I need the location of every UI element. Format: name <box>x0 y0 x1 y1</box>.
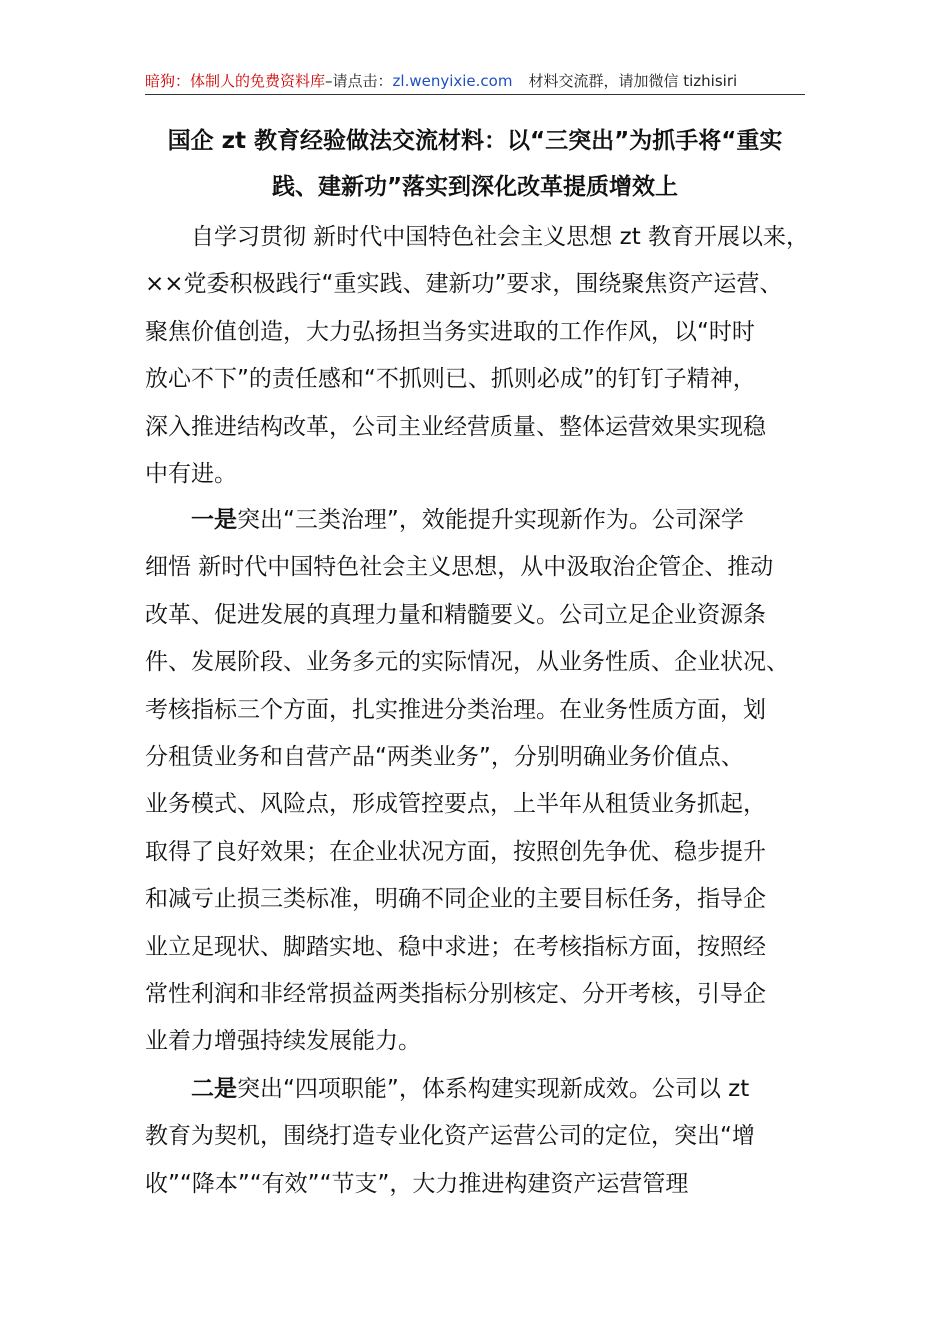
paragraph-line-text: 突出“三类治理”，效能提升实现新作为。公司深学 <box>237 507 744 533</box>
paragraph-line: 常性利润和非经常损益两类指标分别核定、分开考核，引导企 <box>145 981 766 1008</box>
paragraph-line <box>145 1066 810 1113</box>
paragraph-line: 考核指标三个方面，扎实推进分类治理。在业务性质方面，划 <box>145 696 766 723</box>
paragraph-line: 放心不下”的责任感和“不抓则已、抓则必成”的钉钉子精神， <box>145 366 756 393</box>
paragraph-lead: 一是 <box>191 507 237 533</box>
header-site-name: 暗狗：体制人的免费资料库 <box>145 72 326 90</box>
paragraph-line: 分租赁业务和自营产品“两类业务”，分别明确业务价值点、 <box>145 744 744 771</box>
paragraph-line: 聚焦价值创造，大力弘扬担当务实进取的工作作风，以“时时 <box>145 318 755 345</box>
header-wechat-note: 材料交流群，请加微信 tizhisiri <box>528 72 738 90</box>
paragraph-line: 件、发展阶段、业务多元的实际情况，从业务性质、企业状况、 <box>145 649 789 676</box>
paragraph-line: 中有进。 <box>145 461 237 488</box>
paragraph-line: 自学习贯彻 新时代中国特色社会主义思想 zt 教育开展以来， <box>191 224 810 250</box>
header-link[interactable]: zl.wenyixie.com <box>392 72 513 90</box>
paragraph-line: 收”“降本”“有效”“节支”，大力推进构建资产运营管理 <box>145 1170 689 1197</box>
paragraph-line: 细悟 新时代中国特色社会主义思想，从中汲取治企管企、推动 <box>145 554 774 581</box>
paragraph-line: 教育为契机，围绕打造专业化资产运营公司的定位，突出“增 <box>145 1123 755 1150</box>
paragraph-line: 和减亏止损三类标准，明确不同企业的主要目标任务，指导企 <box>145 886 766 913</box>
paragraph-point-one <box>145 497 810 1066</box>
document-title-line-2: 践、建新功”落实到深化改革提质增效上 <box>271 174 679 200</box>
paragraph-lead: 二是 <box>191 1076 237 1102</box>
paragraph-intro <box>145 214 810 498</box>
paragraph-line: 业务模式、风险点，形成管控要点，上半年从租赁业务抓起， <box>145 791 766 818</box>
paragraph-line: 深入推进结构改革，公司主业经营质量、整体运营效果实现稳 <box>145 413 766 440</box>
header-click-prompt: –请点击： <box>325 72 393 90</box>
paragraph-line-text: 突出“四项职能”，体系构建实现新成效。公司以 zt <box>237 1076 750 1102</box>
paragraph-line: 业立足现状、脚踏实地、稳中求进；在考核指标方面，按照经 <box>145 933 766 960</box>
paragraph-line: ××党委积极践行“重实践、建新功”要求，围绕聚焦资产运营、 <box>145 271 783 298</box>
document-header <box>145 70 805 95</box>
paragraph-line <box>145 497 810 544</box>
document-title-line-1: 国企 zt 教育经验做法交流材料：以“三突出”为抓手将“重实 <box>167 128 783 154</box>
paragraph-line: 改革、促进发展的真理力量和精髓要义。公司立足企业资源条 <box>145 601 766 628</box>
paragraph-point-two <box>145 1066 810 1208</box>
paragraph-line: 取得了良好效果；在企业状况方面，按照创先争优、稳步提升 <box>145 838 766 865</box>
paragraph-line: 业着力增强持续发展能力。 <box>145 1028 421 1055</box>
